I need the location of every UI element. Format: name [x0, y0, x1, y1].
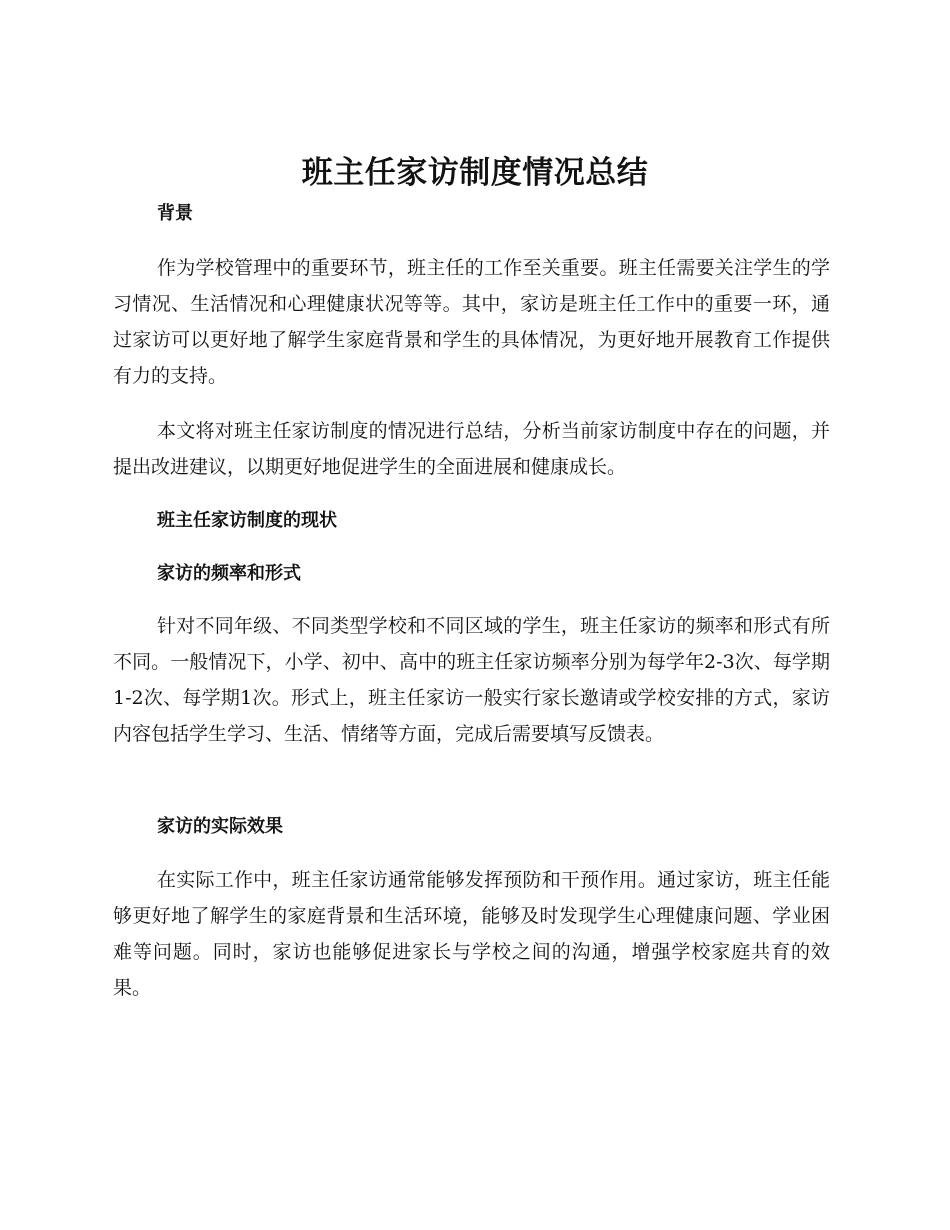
paragraph-background-2: 本文将对班主任家访制度的情况进行总结，分析当前家访制度中存在的问题，并提出改进建议，以期更好地促进学生的全面进展和健康成长。 — [113, 420, 830, 478]
section-heading-frequency-form: 家访的频率和形式 — [157, 563, 301, 584]
section-heading-current-status: 班主任家访制度的现状 — [157, 510, 337, 531]
paragraph-actual-effect: 在实际工作中，班主任家访通常能够发挥预防和干预作用。通过家访，班主任能够更好地了解学生的家庭背景和生活环境，能够及时发现学生心理健康问题、学业困难等问题。同时，家访也能够促进家长与学校之间的沟通，增强学校家庭共育的效果。 — [113, 869, 830, 999]
paragraph-background-1: 作为学校管理中的重要环节，班主任的工作至关重要。班主任需要关注学生的学习情况、生活情况和心理健康状况等等。其中，家访是班主任工作中的重要一环，通过家访可以更好地了解学生家庭背景和学生的具体情况，为更好地开展教育工作提供有力的支持。 — [113, 257, 830, 387]
section-heading-actual-effect: 家访的实际效果 — [157, 816, 283, 837]
section-heading-background: 背景 — [157, 203, 193, 224]
document-title: 班主任家访制度情况总结 — [301, 155, 649, 191]
paragraph-frequency-form: 针对不同年级、不同类型学校和不同区域的学生，班主任家访的频率和形式有所不同。一般情况下，小学、初中、高中的班主任家访频率分别为每学年2-3次、每学期1-2次、每学期1次。形式上，班主任家访一般实行家长邀请或学校安排的方式，家访内容包括学生学习、生活、情绪等方面，完成后需要填写反馈表。 — [113, 615, 830, 745]
